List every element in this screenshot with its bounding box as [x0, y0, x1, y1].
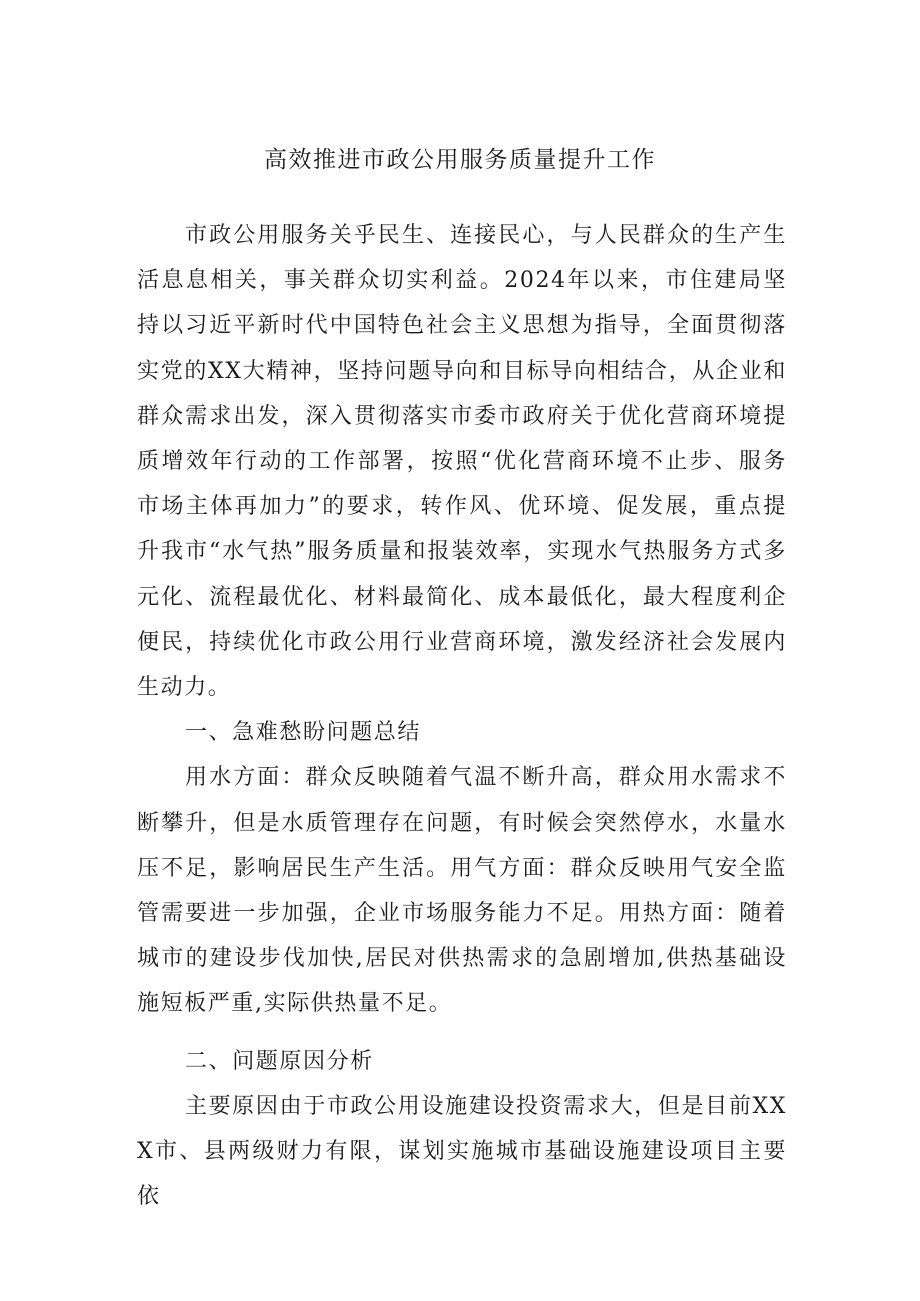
section-heading-2: 二、问题原因分析: [185, 1048, 374, 1074]
intro-paragraph: 市政公用服务关乎民生、连接民心，与人民群众的生产生活息息相关，事关群众切实利益。2024年以来，市住建局坚持以习近平新时代中国特色社会主义思想为指导，全面贯彻落实党的XX大精神，坚持问题导向和目标导向相结合，从企业和群众需求出发，深入贯彻落实市委市政府关于优化营商环境提质增效年行动的工作部署，按照“优化营商环境不止步、服务市场主体再加力”的要求，转作风、优环境、促发展，重点提升我市“水气热”服务质量和报装效率，实现水气热服务方式多元化、流程最优化、材料最简化、成本最低化，最大程度利企便民，持续优化市政公用行业营商环境，激发经济社会发展内生动力。: [137, 223, 787, 701]
section-spacer: [137, 1027, 787, 1039]
section-2-paragraph: 主要原因由于市政公用设施建设投资需求大，但是目前XXX市、县两级财力有限，谋划实施城市基础设施建设项目主要依: [137, 1093, 787, 1210]
document-title: 高效推进市政公用服务质量提升工作: [264, 147, 656, 173]
document-body: [137, 213, 787, 1219]
section-heading-1: 一、急难愁盼问题总结: [185, 720, 422, 746]
section-1-paragraph: 用水方面：群众反映随着气温不断升高，群众用水需求不断攀升，但是水质管理存在问题，有时候会突然停水，水量水压不足，影响居民生产生活。用气方面：群众反映用气安全监管需要进一步加强，企业市场服务能力不足。用热方面：随着城市的建设步伐加快,居民对供热需求的急剧增加,供热基础设施短板严重,实际供热量不足。: [137, 765, 787, 1017]
